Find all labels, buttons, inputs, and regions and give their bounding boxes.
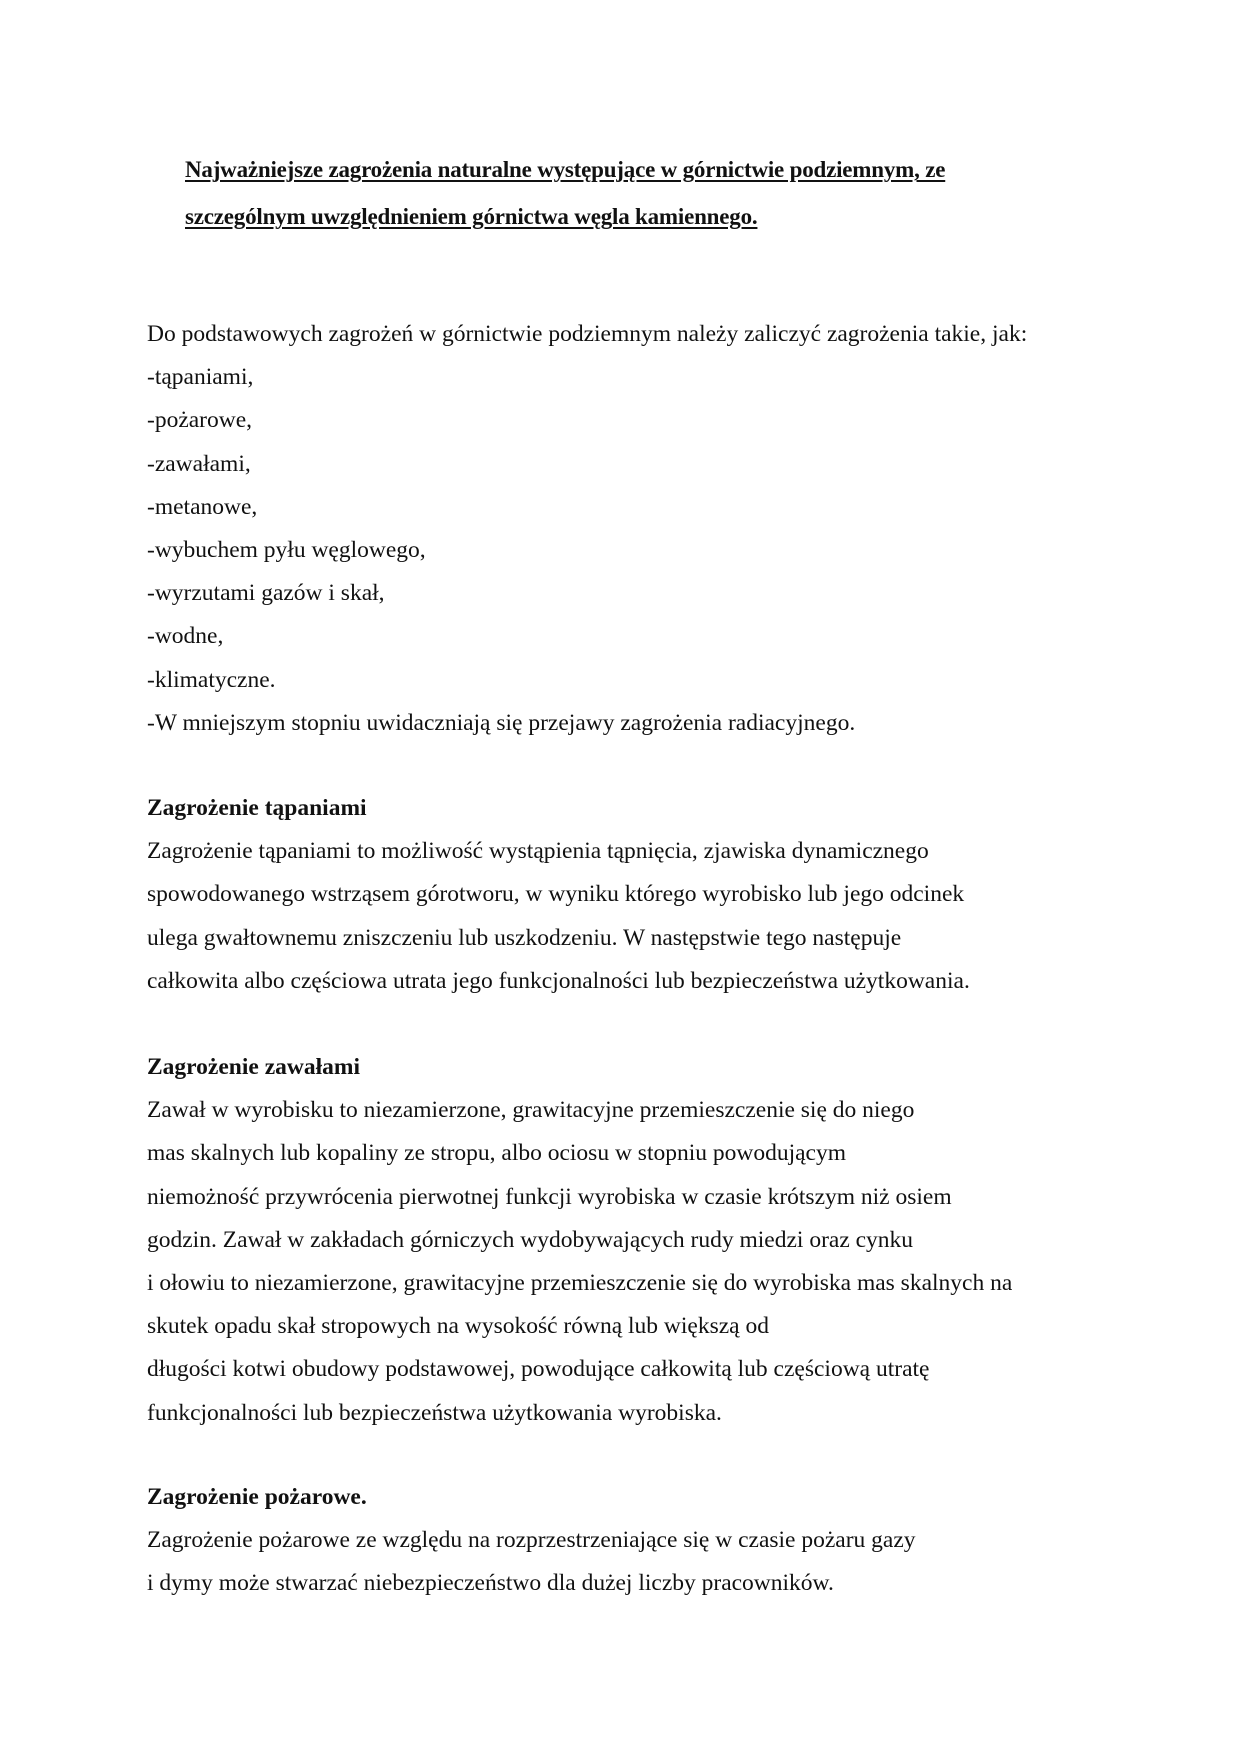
- paragraph-line: spowodowanego wstrząsem górotworu, w wyniku którego wyrobisko lub jego odcinek: [147, 881, 965, 908]
- paragraph-line: długości kotwi obudowy podstawowej, powodujące całkowitą lub częściową utratę: [147, 1356, 930, 1383]
- paragraph-line: niemożność przywrócenia pierwotnej funkcji wyrobiska w czasie krótszym niż osiem: [147, 1183, 952, 1210]
- title-line: szczególnym uwzględnieniem górnictwa węgla kamiennego.: [185, 204, 758, 229]
- title-line: Najważniejsze zagrożenia naturalne występujące w górnictwie podziemnym, ze: [185, 157, 946, 182]
- list-item: -W mniejszym stopniu uwidaczniają się przejawy zagrożenia radiacyjnego.: [147, 709, 856, 736]
- section-zawaly: [147, 1046, 1012, 1435]
- paragraph-line: Zawał w wyrobisku to niezamierzone, grawitacyjne przemieszczenie się do niego: [147, 1097, 915, 1124]
- intro-list: [147, 313, 1027, 745]
- section-tapania: [147, 787, 970, 1003]
- paragraph-line: i dymy może stwarzać niebezpieczeństwo dla dużej liczby pracowników.: [147, 1570, 834, 1597]
- paragraph-line: skutek opadu skał stropowych na wysokość równą lub większą od: [147, 1313, 769, 1340]
- paragraph-line: Zagrożenie tąpaniami to możliwość wystąpienia tąpnięcia, zjawiska dynamicznego: [147, 838, 929, 865]
- list-item: -tąpaniami,: [147, 364, 254, 391]
- section-pozarowe: [147, 1476, 916, 1606]
- list-item: -wyrzutami gazów i skał,: [147, 580, 385, 607]
- list-item: -zawałami,: [147, 450, 251, 477]
- paragraph-line: godzin. Zawał w zakładach górniczych wydobywających rudy miedzi oraz cynku: [147, 1226, 914, 1253]
- list-item: -metanowe,: [147, 493, 258, 520]
- paragraph-line: ulega gwałtownemu zniszczeniu lub uszkodzeniu. W następstwie tego następuje: [147, 924, 902, 951]
- list-item: -wybuchem pyłu węglowego,: [147, 537, 426, 564]
- paragraph-line: mas skalnych lub kopaliny ze stropu, albo ociosu w stopniu powodującym: [147, 1140, 847, 1167]
- paragraph-line: i ołowiu to niezamierzone, grawitacyjne przemieszczenie się do wyrobiska mas skalnych na: [147, 1270, 1013, 1297]
- paragraph-line: funkcjonalności lub bezpieczeństwa użytkowania wyrobiska.: [147, 1399, 722, 1426]
- list-item: -pożarowe,: [147, 407, 253, 434]
- list-item: -klimatyczne.: [147, 666, 276, 693]
- section-heading: Zagrożenie tąpaniami: [147, 795, 367, 821]
- paragraph-line: Zagrożenie pożarowe ze względu na rozprzestrzeniające się w czasie pożaru gazy: [147, 1527, 916, 1554]
- list-item: -wodne,: [147, 623, 224, 650]
- document-title: [185, 146, 945, 240]
- section-heading: Zagrożenie pożarowe.: [147, 1484, 367, 1510]
- section-heading: Zagrożenie zawałami: [147, 1054, 360, 1080]
- intro-sentence: Do podstawowych zagrożeń w górnictwie podziemnym należy zaliczyć zagrożenia takie, jak:: [147, 321, 1028, 347]
- paragraph-line: całkowita albo częściowa utrata jego funkcjonalności lub bezpieczeństwa użytkowania.: [147, 967, 970, 994]
